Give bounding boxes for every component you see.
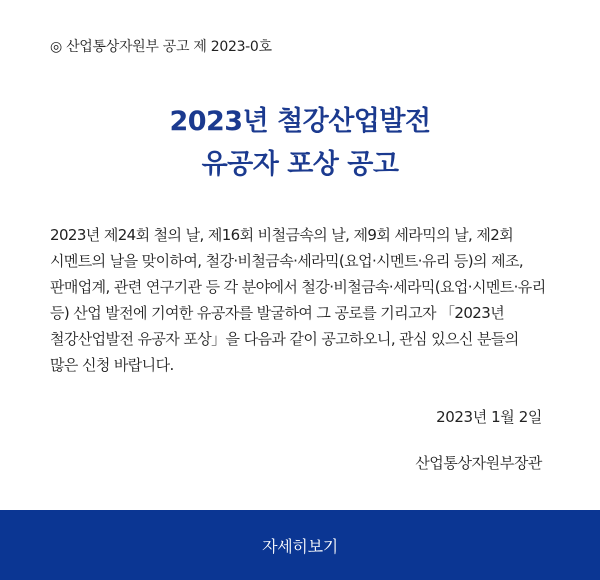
- notice-number: ◎ 산업통상자원부 공고 제 2023-0호: [50, 39, 272, 55]
- title-line-2: 유공자 포상 공고: [201, 149, 399, 180]
- view-details-label: 자세히보기: [262, 536, 338, 556]
- page-title: [0, 100, 600, 186]
- view-details-button[interactable]: [0, 510, 600, 580]
- announcement-date: 2023년 1월 2일: [436, 408, 542, 426]
- signer-name: 산업통상자원부장관: [415, 454, 542, 472]
- announcement-body: 2023년 제24회 철의 날, 제16회 비철금속의 날, 제9회 세라믹의 날, 제2회 시멘트의 날을 맞이하여, 철강·비철금속·세라믹(요업·시멘트·유리 등)의 제조, 판매업계, 관련 연구기관 등 각 분야에서 철강·비철금속·세라믹(요업·시멘트·유리 등) 산업 발전에 기여한 유공자를 발굴하여 그 공로를 기리고자 「2023년 철강산업발전 유공자 포상」을 다음과 같이 공고하오니, 관심 있으신 분들의 많은 신청 바랍니다.: [50, 226, 546, 374]
- title-line-1: 2023년 철강산업발전: [169, 106, 431, 137]
